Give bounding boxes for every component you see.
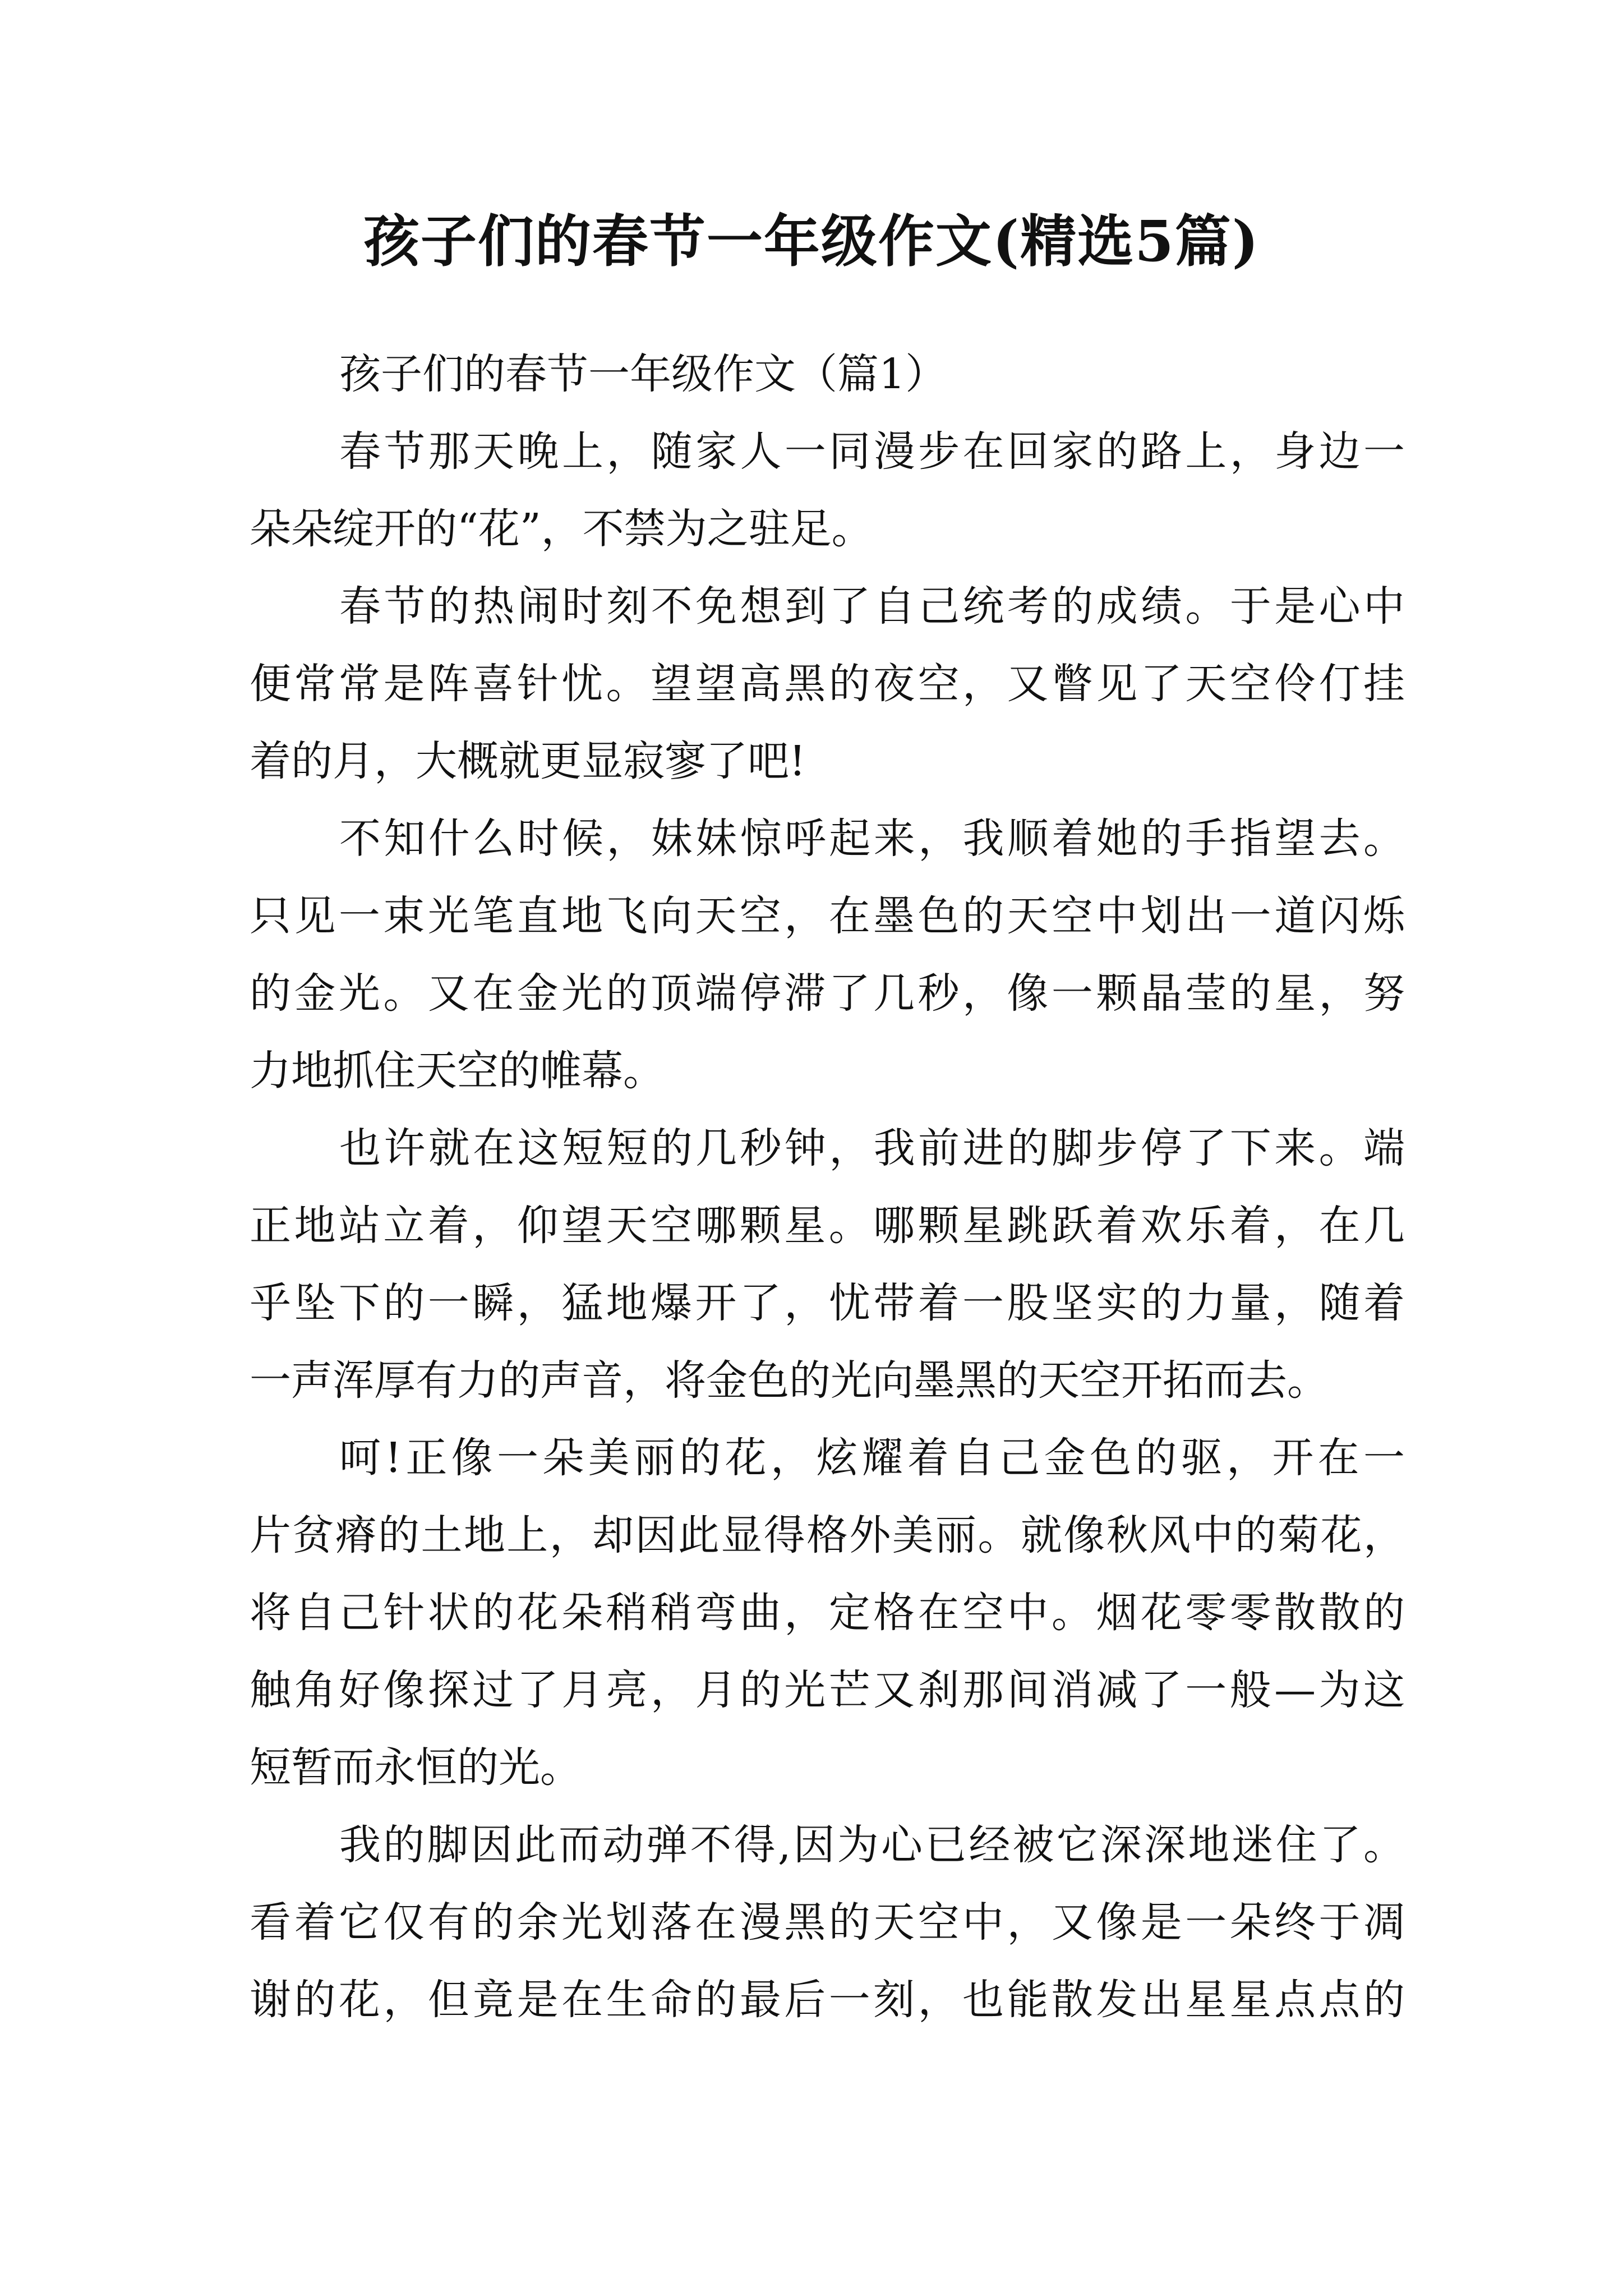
paragraph-line: 力地抓住天空的帷幕。	[250, 1047, 665, 1095]
paragraph-line: 片贫瘠的土地上，却因此显得格外美丽。就像秋风中的菊花，	[250, 1511, 1405, 1559]
paragraph-line: 我的脚因此而动弹不得,因为心已经被它深深地迷住了。	[339, 1821, 1405, 1869]
paragraph-1	[250, 413, 1405, 568]
document-body	[250, 335, 1405, 2039]
paragraph-line: 朵朵绽开的“花”，不禁为之驻足。	[250, 505, 873, 553]
paragraph-line: 便常常是阵喜针忧。望望高黑的夜空，又瞥见了天空伶仃挂	[250, 660, 1405, 708]
paragraph-line: 着的月，大概就更显寂寥了吧!	[250, 737, 806, 785]
paragraph-line: 的金光。又在金光的顶端停滞了几秒，像一颗晶莹的星，努	[250, 969, 1405, 1018]
paragraph-line: 不知什么时候，妹妹惊呼起来，我顺着她的手指望去。	[339, 815, 1405, 863]
paragraph-line: 看着它仅有的余光划落在漫黑的天空中，又像是一朵终于凋	[250, 1898, 1405, 1947]
paragraph-line: 谢的花，但竟是在生命的最后一刻，也能散发出星星点点的	[250, 1976, 1405, 2024]
paragraph-line: 也许就在这短短的几秒钟，我前进的脚步停了下来。端	[339, 1124, 1405, 1172]
paragraph-line: 乎坠下的一瞬，猛地爆开了，忧带着一股坚实的力量，随着	[250, 1279, 1405, 1327]
section-subtitle: 孩子们的春节一年级作文（篇1）	[339, 350, 947, 398]
paragraph-line: 触角好像探过了月亮，月的光芒又刹那间消减了一般—为这	[250, 1666, 1405, 1714]
paragraph-line: 短暂而永恒的光。	[250, 1743, 582, 1792]
paragraph-2	[250, 568, 1405, 800]
paragraph-line: 正地站立着，仰望天空哪颗星。哪颗星跳跃着欢乐着，在几	[250, 1202, 1405, 1250]
paragraph-6	[250, 1806, 1405, 2039]
paragraph-line: 春节的热闹时刻不免想到了自己统考的成绩。于是心中	[339, 582, 1405, 631]
paragraph-4	[250, 1110, 1405, 1419]
paragraph-line: 一声浑厚有力的声音，将金色的光向墨黑的天空开拓而去。	[250, 1356, 1329, 1405]
paragraph-line: 只见一束光笔直地飞向天空，在墨色的天空中划出一道闪烁	[250, 892, 1405, 940]
paragraph-line: 春节那天晚上，随家人一同漫步在回家的路上，身边一	[339, 427, 1405, 476]
document-title: 孩子们的春节一年级作文(精选5篇)	[363, 208, 1260, 274]
paragraph-line: 呵!正像一朵美丽的花，炫耀着自己金色的驱，开在一	[339, 1434, 1405, 1482]
paragraph-5	[250, 1419, 1405, 1806]
paragraph-3	[250, 800, 1405, 1110]
paragraph-line: 将自己针状的花朵稍稍弯曲，定格在空中。烟花零零散散的	[250, 1589, 1405, 1637]
